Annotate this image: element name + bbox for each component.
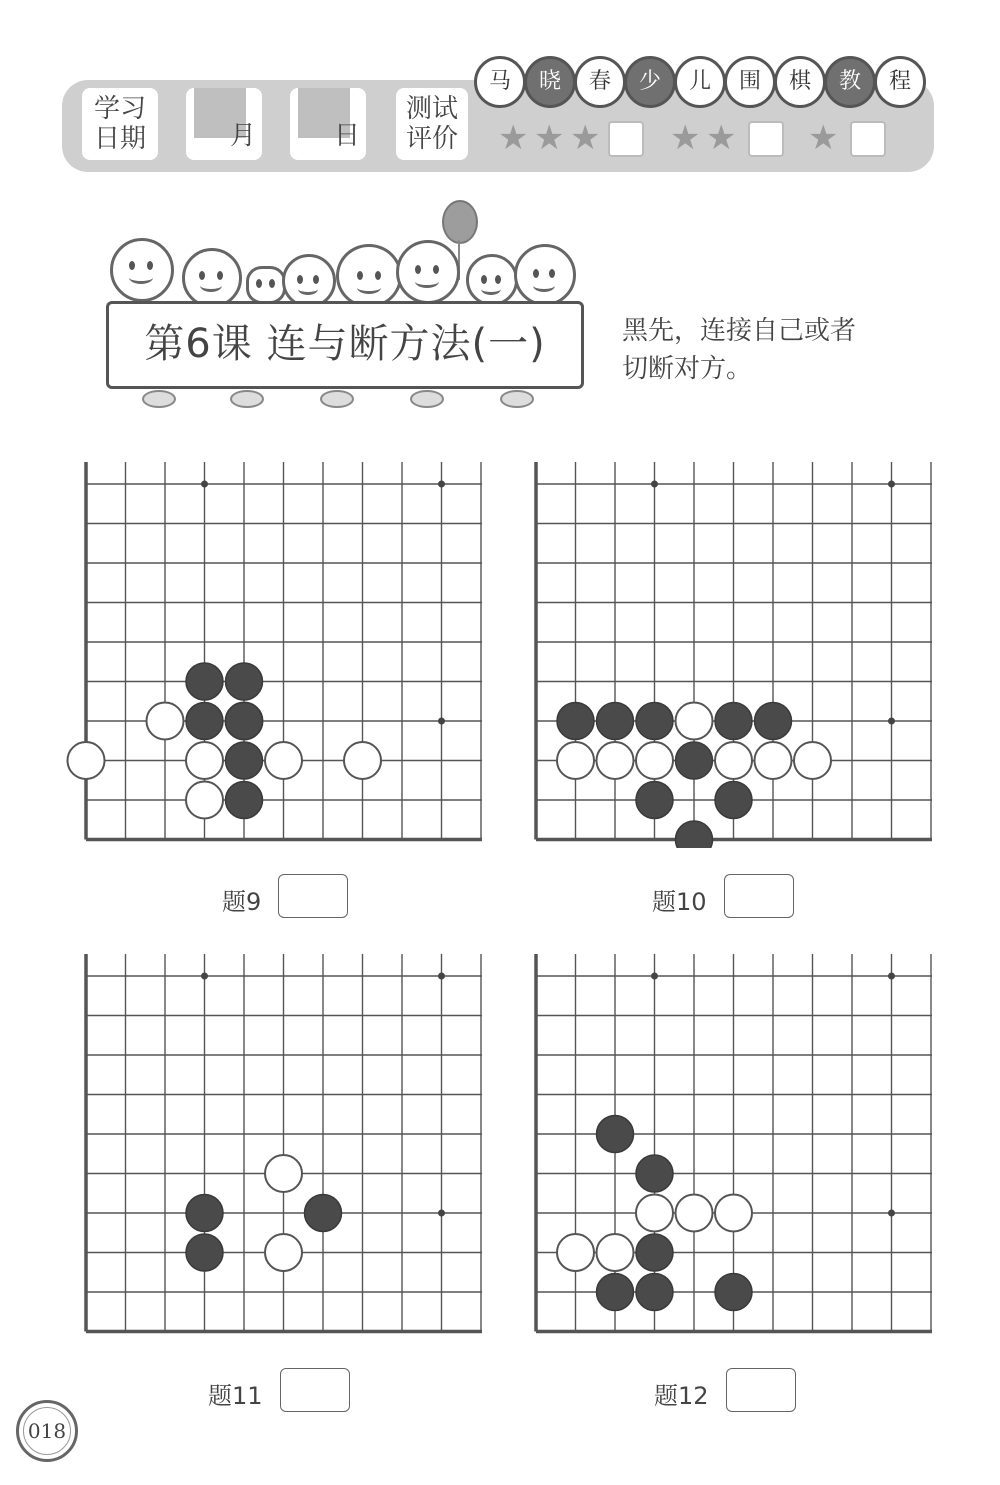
black-stone	[186, 1234, 223, 1271]
rating-two-stars	[670, 118, 790, 158]
black-stone	[597, 703, 634, 740]
black-stone	[755, 703, 792, 740]
foot	[500, 390, 534, 408]
series-title-char: 儿	[674, 56, 726, 108]
go-problem-10	[512, 448, 932, 848]
test-eval-label-line1: 测试	[405, 94, 458, 124]
rating-checkbox[interactable]	[748, 121, 784, 157]
white-stone	[265, 1155, 302, 1192]
black-stone	[636, 1155, 673, 1192]
child-illustration	[466, 254, 518, 306]
go-problem-12	[512, 940, 932, 1340]
problem-label: 题10	[652, 888, 707, 916]
problem-label-row-9	[222, 874, 372, 920]
star-point	[438, 973, 445, 980]
test-eval-label-line2: 评价	[405, 124, 458, 154]
white-stone	[636, 742, 673, 779]
go-board	[62, 448, 482, 848]
series-title-char: 晓	[524, 56, 576, 108]
series-title	[474, 56, 934, 110]
go-board	[512, 940, 932, 1340]
series-title-char: 春	[574, 56, 626, 108]
white-stone	[344, 742, 381, 779]
go-board	[512, 448, 932, 848]
white-stone	[597, 742, 634, 779]
black-stone	[597, 1274, 634, 1311]
page-number-badge	[16, 1400, 78, 1462]
black-stone	[715, 703, 752, 740]
star-point	[651, 973, 658, 980]
series-title-char: 围	[724, 56, 776, 108]
day-slot[interactable]	[290, 88, 366, 160]
white-stone	[715, 1195, 752, 1232]
black-stone	[186, 1195, 223, 1232]
answer-box[interactable]	[724, 874, 794, 918]
white-stone	[557, 742, 594, 779]
child-illustration	[110, 238, 174, 302]
black-stone	[636, 1234, 673, 1271]
black-stone	[186, 703, 223, 740]
black-stone	[226, 663, 263, 700]
white-stone	[597, 1234, 634, 1271]
white-stone	[636, 1195, 673, 1232]
star-point	[888, 973, 895, 980]
star-point	[438, 718, 445, 725]
cat-illustration	[246, 266, 286, 304]
study-date-label-line1: 学习	[93, 94, 146, 124]
black-stone	[186, 663, 223, 700]
star-point	[201, 973, 208, 980]
white-stone	[676, 1195, 713, 1232]
white-stone	[147, 703, 184, 740]
foot	[410, 390, 444, 408]
black-stone	[305, 1195, 342, 1232]
rating-checkbox[interactable]	[850, 121, 886, 157]
star-point	[201, 481, 208, 488]
instruction-line2: 切断对方。	[622, 354, 753, 384]
rating-one-star	[808, 118, 888, 158]
white-stone	[557, 1234, 594, 1271]
white-stone	[68, 742, 105, 779]
problem-label-row-12	[654, 1368, 804, 1414]
star-point	[888, 1210, 895, 1217]
day-label: 日	[333, 121, 360, 151]
rating-three-stars	[498, 118, 648, 158]
star-point	[888, 718, 895, 725]
instruction-text	[622, 312, 902, 388]
child-illustration	[396, 240, 460, 304]
star-point	[651, 481, 658, 488]
white-stone	[715, 742, 752, 779]
problem-label: 题12	[654, 1382, 709, 1410]
child-illustration	[282, 254, 336, 308]
black-stone	[676, 821, 713, 848]
white-stone	[186, 742, 223, 779]
star-icon: ★	[706, 118, 737, 158]
series-title-char: 少	[624, 56, 676, 108]
rating-checkbox[interactable]	[608, 121, 644, 157]
black-stone	[636, 782, 673, 819]
black-stone	[636, 1274, 673, 1311]
series-title-char: 程	[874, 56, 926, 108]
lesson-sign	[106, 301, 584, 389]
balloon-icon	[442, 200, 478, 244]
series-title-char: 马	[474, 56, 526, 108]
white-stone	[676, 703, 713, 740]
problem-label: 题9	[222, 888, 262, 916]
black-stone	[226, 782, 263, 819]
white-stone	[265, 1234, 302, 1271]
instruction-line1: 黑先，连接自己或者	[622, 316, 857, 346]
star-icon: ★	[808, 118, 839, 158]
lesson-title: 第6课 连与断方法(一)	[144, 321, 546, 367]
black-stone	[715, 782, 752, 819]
foot	[320, 390, 354, 408]
white-stone	[794, 742, 831, 779]
white-stone	[265, 742, 302, 779]
month-slot[interactable]	[186, 88, 262, 160]
black-stone	[715, 1274, 752, 1311]
child-illustration	[182, 248, 242, 308]
answer-box[interactable]	[278, 874, 348, 918]
white-stone	[186, 782, 223, 819]
go-problem-11	[62, 940, 482, 1340]
study-date-label	[82, 88, 158, 160]
study-date-label-line2: 日期	[93, 124, 146, 154]
black-stone	[636, 703, 673, 740]
go-board	[62, 940, 482, 1340]
white-stone	[755, 742, 792, 779]
child-illustration	[514, 244, 576, 306]
star-icon: ★	[670, 118, 701, 158]
black-stone	[676, 742, 713, 779]
star-icon: ★	[534, 118, 565, 158]
problem-label-row-11	[208, 1368, 358, 1414]
black-stone	[597, 1116, 634, 1153]
problem-label-row-10	[652, 874, 802, 920]
child-illustration	[336, 244, 402, 308]
answer-box[interactable]	[280, 1368, 350, 1412]
foot	[142, 390, 176, 408]
page-number-ring	[23, 1407, 71, 1455]
black-stone	[557, 703, 594, 740]
black-stone	[226, 742, 263, 779]
foot	[230, 390, 264, 408]
test-eval-label	[396, 88, 468, 160]
series-title-char: 教	[824, 56, 876, 108]
problem-label: 题11	[208, 1382, 263, 1410]
star-icon: ★	[570, 118, 601, 158]
page-number: 018	[27, 1419, 67, 1443]
star-point	[888, 481, 895, 488]
black-stone	[226, 703, 263, 740]
series-title-char: 棋	[774, 56, 826, 108]
answer-box[interactable]	[726, 1368, 796, 1412]
month-label: 月	[229, 121, 256, 151]
star-point	[438, 1210, 445, 1217]
lesson-banner	[70, 200, 590, 415]
star-icon: ★	[498, 118, 529, 158]
go-problem-9	[62, 448, 482, 848]
star-point	[438, 481, 445, 488]
